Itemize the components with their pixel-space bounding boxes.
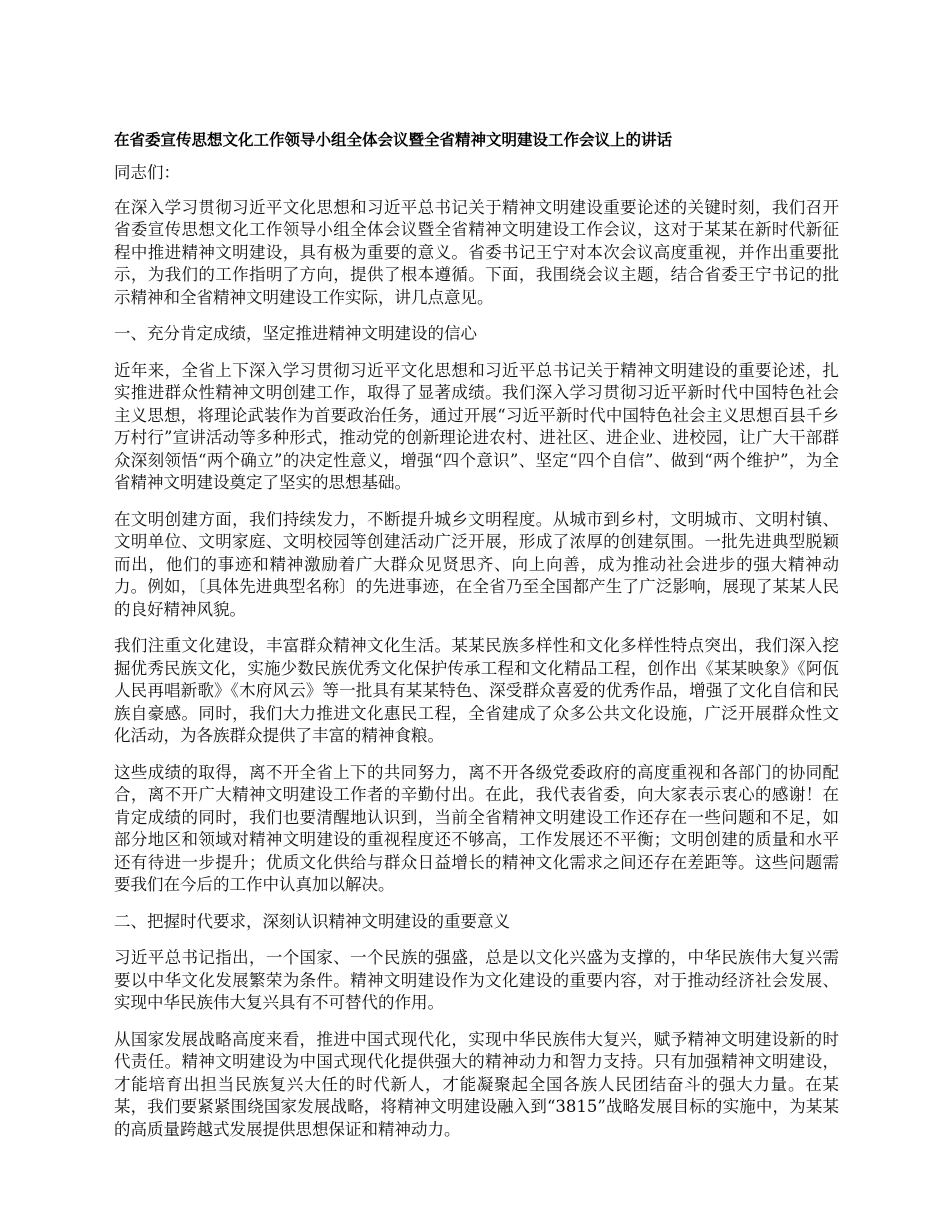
paragraph-achievements-creation: 在文明创建方面，我们持续发力，不断提升城乡文明程度。从城市到乡村，文明城市、文明村镇、文明单位、文明家庭、文明校园等创建活动广泛开展，形成了浓厚的创建氛围。一批先进典型脱颖而出，他们的事迹和精神激励着广大群众见贤思齐、向上向善，成为推动社会进步的强大精神动力。例如，〔具体先进典型名称〕的先进事迹，在全省乃至全国都产生了广泛影响，展现了某某人民的良好精神风貌。 bbox=[114, 509, 839, 619]
paragraph-achievements-culture: 我们注重文化建设，丰富群众精神文化生活。某某民族多样性和文化多样性特点突出，我们深入挖掘优秀民族文化，实施少数民族优秀文化保护传承工程和文化精品工程，创作出《某某映象》《阿佤人民再唱新歌》《木府风云》等一批具有某某特色、深受群众喜爱的优秀作品，增强了文化自信和民族自豪感。同时，我们大力推进文化惠民工程，全省建成了众多公共文化设施，广泛开展群众性文化活动，为各族群众提供了丰富的精神食粮。 bbox=[114, 636, 839, 745]
paragraph-intro: 在深入学习贯彻习近平文化思想和习近平总书记关于精神文明建设重要论述的关键时刻，我们召开省委宣传思想文化工作领导小组全体会议暨全省精神文明建设工作会议，这对于某某在新时代新征程中推进精神文明建设，具有极为重要的意义。省委书记王宁对本次会议高度重视，并作出重要批示，为我们的工作指明了方向，提供了根本遵循。下面，我围绕会议主题，结合省委王宁书记的批示精神和全省精神文明建设工作实际，讲几点意见。 bbox=[114, 197, 839, 307]
document-title: 在省委宣传思想文化工作领导小组全体会议暨全省精神文明建设工作会议上的讲话 bbox=[114, 131, 673, 149]
section-heading-1: 一、充分肯定成绩，坚定推进精神文明建设的信心 bbox=[114, 324, 477, 343]
paragraph-achievements-theory: 近年来，全省上下深入学习贯彻习近平文化思想和习近平总书记关于精神文明建设的重要论述，扎实推进群众性精神文明创建工作，取得了显著成绩。我们深入学习贯彻习近平新时代中国特色社会主义思想，将理论武装作为首要政治任务，通过开展“习近平新时代中国特色社会主义思想百县千乡万村行”宣讲活动等多种形式，推动党的创新理论进农村、进社区、进企业、进校园，让广大干部群众深刻领悟“两个确立”的决定性意义，增强“四个意识”、坚定“四个自信”、做到“两个维护”，为全省精神文明建设奠定了坚实的思想基础。 bbox=[114, 360, 839, 492]
section-heading-2: 二、把握时代要求，深刻认识精神文明建设的重要意义 bbox=[114, 911, 510, 931]
document-page bbox=[114, 128, 839, 1155]
paragraph-significance-national: 从国家发展战略高度来看，推进中国式现代化，实现中华民族伟大复兴，赋予精神文明建设新的时代责任。精神文明建设为中国式现代化提供强大的精神动力和智力支持。只有加强精神文明建设，才能培育出担当民族复兴大任的时代新人，才能凝聚起全国各族人民团结奋斗的强大力量。在某某，我们要紧紧围绕国家发展战略，将精神文明建设融入到“3815”战略发展目标的实施中，为某某的高质量跨越式发展提供思想保证和精神动力。 bbox=[114, 1029, 839, 1139]
paragraph-achievements-summary: 这些成绩的取得，离不开全省上下的共同努力，离不开各级党委政府的高度重视和各部门的协同配合，离不开广大精神文明建设工作者的辛勤付出。在此，我代表省委，向大家表示衷心的感谢！在肯定成绩的同时，我们也要清醒地认识到，当前全省精神文明建设工作还存在一些问题和不足，如部分地区和领域对精神文明建设的重视程度还不够高，工作发展还不平衡；文明创建的质量和水平还有待进一步提升；优质文化供给与群众日益增长的精神文化需求之间还存在差距等。这些问题需要我们在今后的工作中认真加以解决。 bbox=[114, 762, 839, 894]
salutation: 同志们： bbox=[114, 163, 180, 182]
paragraph-significance-quote: 习近平总书记指出，一个国家、一个民族的强盛，总是以文化兴盛为支撑的，中华民族伟大复兴需要以中华文化发展繁荣为条件。精神文明建设作为文化建设的重要内容，对于推动经济社会发展、实现中华民族伟大复兴具有不可替代的作用。 bbox=[114, 948, 839, 1012]
